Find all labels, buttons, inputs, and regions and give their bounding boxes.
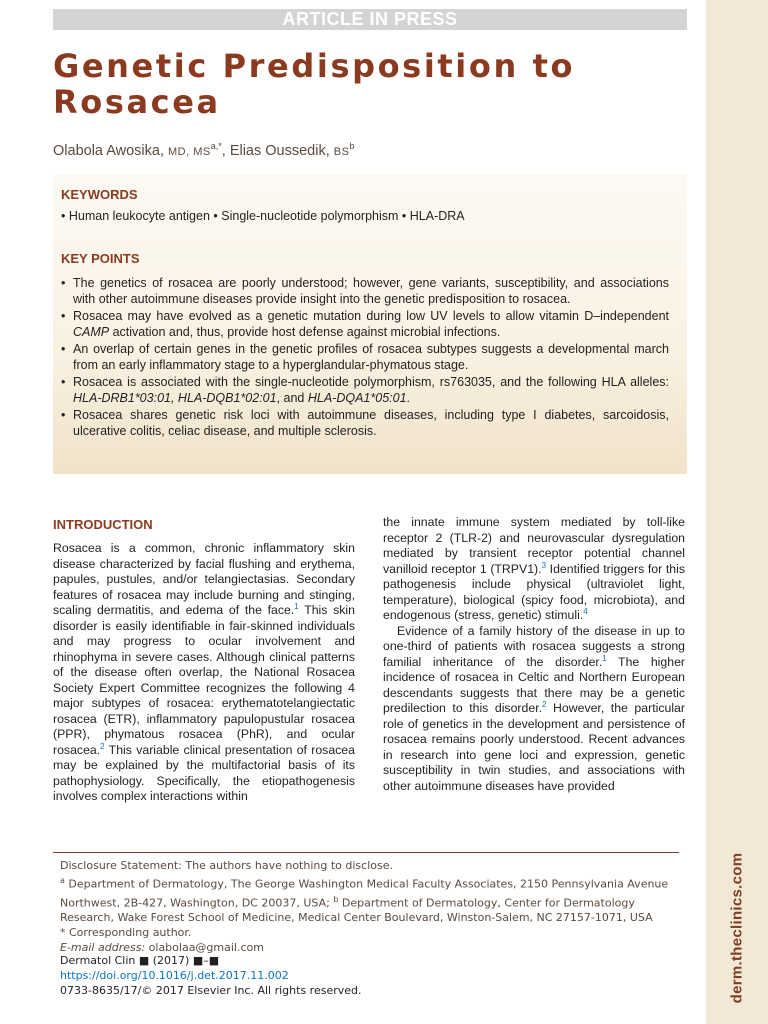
body-text: This variable clinical presentation of rosacea may be explained by the multifactorial basis of its pathophysiology. Specifically, the etiopathogenesis involves complex interactions within <box>53 742 355 803</box>
body-paragraph <box>383 624 685 795</box>
journal-citation: Dermatol Clin ■ (2017) ■–■ <box>60 954 220 967</box>
corresponding-author: * Corresponding author. <box>60 926 192 940</box>
keywords-list <box>61 209 465 223</box>
key-point-italic-term: HLA-DQA1*05:01 <box>307 391 407 405</box>
body-text: However, the particular role of genetics in the development and persistence of rosacea remains poorly understood. Recent advances in research into gene loci and expression, genetic susceptibility in twin studies, and associations with other autoimmune diseases have provided <box>383 701 685 793</box>
author-degrees: BS <box>333 145 350 158</box>
footer-divider <box>53 852 679 853</box>
article-title: Genetic Predisposition to Rosacea <box>53 47 576 121</box>
journal-info <box>60 953 362 998</box>
copyright: 0733-8635/17/© 2017 Elsevier Inc. All rights reserved. <box>60 984 362 997</box>
footnotes <box>60 858 680 955</box>
key-point-italic-term: HLA-DRB1*03:01, HLA-DQB1*02:01 <box>73 391 277 405</box>
email-address[interactable]: olabolaa@gmail.com <box>145 941 264 955</box>
body-text: Rosacea is a common, chronic inflammatory skin disease characterized by facial flushing and erythema, papules, pustules, and/or telangiectasias. Secondary features of rosacea may include burning and stinging, scaling dermatitis, and edema of the face. <box>53 541 355 617</box>
citation-ref[interactable]: 1 <box>602 653 607 663</box>
keyword-item: Human leukocyte antigen <box>68 209 210 223</box>
author-separator: , <box>221 142 230 159</box>
affiliations <box>60 873 680 925</box>
key-point-italic-term: CAMP <box>73 325 110 339</box>
author-name: Elias Oussedik, <box>229 142 334 159</box>
key-point-item: • Rosacea shares genetic risk loci with autoimmune diseases, including type I diabetes, sarcoidosis, ulcerative colitis, celiac disease, and multiple sclerosis. <box>61 407 669 439</box>
key-point-item: • Rosacea is associated with the single-nucleotide polymorphism, rs763035, and the following HLA alleles: HLA-DRB1*03:01, HLA-DQB1*02:01, and HLA-DQA1*05:01. <box>61 374 669 406</box>
key-point-item: • The genetics of rosacea are poorly understood; however, gene variants, susceptibility, and associations with other autoimmune diseases provide insight into the genetic predisposition to rosacea. <box>61 275 669 307</box>
author-name: Olabola Awosika, <box>53 142 168 159</box>
keyword-bullet: • <box>209 209 222 223</box>
keyword-item: Single-nucleotide polymorphism <box>221 209 399 223</box>
introduction-heading: INTRODUCTION <box>53 517 153 532</box>
body-text: Evidence of a family history of the disease in up to one-third of patients with rosacea suggests a strong familial inheritance of the disorder. <box>383 623 685 669</box>
doi-link[interactable]: https://doi.org/10.1016/j.det.2017.11.002 <box>60 969 289 982</box>
citation-ref[interactable]: 2 <box>100 741 105 751</box>
disclosure-statement: Disclosure Statement: The authors have nothing to disclose. <box>60 859 393 872</box>
keywords-heading: KEYWORDS <box>61 187 138 202</box>
key-point-item: • Rosacea may have evolved as a genetic mutation during low UV levels to allow vitamin D–independent CAMP activation and, thus, provide host defense against microbial infections. <box>61 308 669 340</box>
key-point-item: • An overlap of certain genes in the genetic profiles of rosacea subtypes suggests a developmental march from an early inflammatory stage to a hyperglandular-phymatous stage. <box>61 341 669 373</box>
author-affiliation-mark: b <box>349 141 355 151</box>
body-column-right <box>383 515 685 794</box>
author-affiliation-mark: a,* <box>210 141 222 151</box>
body-paragraph <box>383 515 685 624</box>
key-points-list <box>61 275 669 440</box>
keyword-bullet: • <box>398 209 410 223</box>
body-text: Identified triggers for this pathogenesis include physical (ultraviolet light, temperature), biological (spicy food, microbiota), and endogenous (stress, genetic) stimuli. <box>383 561 685 622</box>
affiliation-a-mark: a <box>60 876 65 885</box>
affiliation-a: Department of Dermatology, The George Washington Medical Faculty Associates, 2150 Pennsylvania Avenue Northwest, 2B-427, Washington, DC 20037, USA; <box>60 877 669 910</box>
citation-ref[interactable]: 4 <box>583 606 588 616</box>
citation-ref[interactable]: 2 <box>542 699 547 709</box>
body-text: This skin disorder is easily identifiable in fair-skinned individuals and may progress to ocular involvement and rhinophyma in severe cases. Although clinical patterns of the disease often overlap, the National Rosacea Society Expert Committee recognizes the following 4 major subtypes of rosacea: erythematotelangiectatic rosacea (ETR), inflammatory papulopustular rosacea (PPR), phymatous rosacea (PhR), and ocular rosacea. <box>53 603 355 757</box>
citation-ref[interactable]: 3 <box>541 560 547 570</box>
article-in-press-banner <box>53 9 687 30</box>
body-text: The higher incidence of rosacea in Celtic and Northern European descendants suggests that there may be a genetic predilection to this disorder. <box>383 654 686 715</box>
affiliation-b-mark: b <box>333 894 339 904</box>
keyword-item: HLA-DRA <box>409 209 465 223</box>
author-line <box>53 141 354 159</box>
affiliation-b: Department of Dermatology, Center for Dermatology Research, Wake Forest School of Medicine, Medical Center Boulevard, Winston-Salem, NC 27157-1071, USA <box>60 896 653 925</box>
email-label: E-mail address: <box>60 941 146 955</box>
banner-text: ARTICLE IN PRESS <box>282 9 458 29</box>
body-text: the innate immune system mediated by toll-like receptor 2 (TLR-2) and neurovascular dysregulation mediated by transient receptor potential channel vanilloid receptor 1 (TRPV1). <box>383 515 685 576</box>
citation-ref[interactable]: 1 <box>294 601 299 611</box>
body-paragraph <box>53 541 355 805</box>
keyword-bullet: • <box>61 209 69 223</box>
body-column-left <box>53 541 355 805</box>
author-degrees: MD, MS <box>168 145 211 158</box>
key-points-heading: KEY POINTS <box>61 251 140 266</box>
